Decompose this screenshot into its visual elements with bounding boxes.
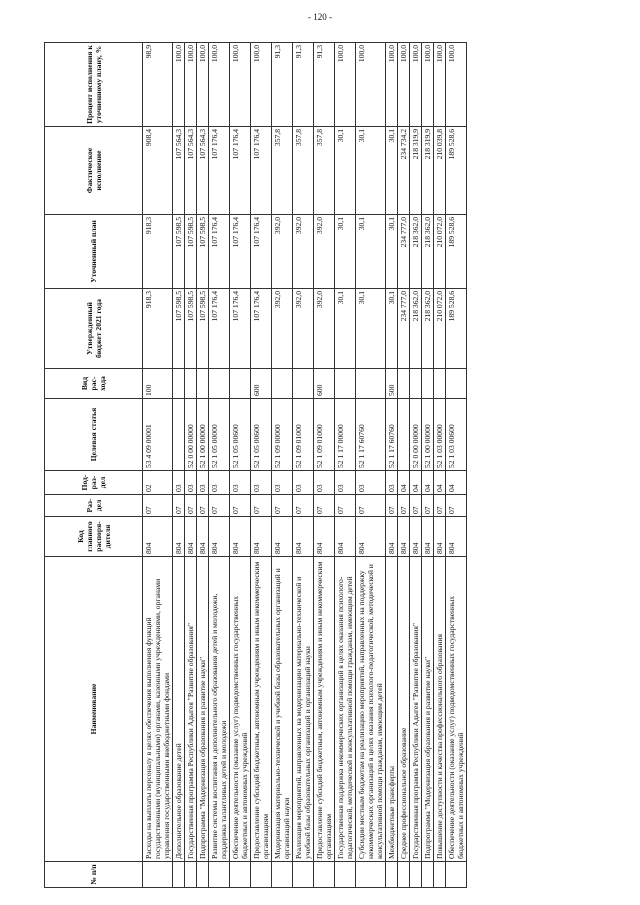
cell-section: 07: [335, 495, 356, 517]
table-row: [251, 43, 272, 888]
cell-no: [293, 862, 314, 888]
cell-percent: 100,0: [209, 43, 230, 127]
table-row: [335, 43, 356, 888]
cell-code: 804: [398, 517, 410, 557]
cell-name: Дополнительное образование детей: [173, 557, 185, 862]
cell-plan: 30,1: [386, 215, 398, 289]
cell-expense-type: [356, 369, 386, 399]
cell-expense-type: [335, 369, 356, 399]
col-header-code: Код главного распоря-дителя: [45, 517, 143, 557]
cell-expense-type: 100: [143, 369, 173, 399]
cell-no: [173, 862, 185, 888]
cell-budget: 107 598,5: [197, 289, 209, 369]
table-row: [314, 43, 335, 888]
cell-fact: 107 176,4: [209, 127, 230, 215]
cell-target: 52 1 17 60760: [356, 399, 386, 471]
cell-expense-type: 600: [251, 369, 272, 399]
cell-fact: 357,8: [293, 127, 314, 215]
col-header-fact: Фактическое исполнение: [45, 127, 143, 215]
cell-expense-type: [197, 369, 209, 399]
cell-target: 52 1 09 01000: [293, 399, 314, 471]
cell-percent: 100,0: [446, 43, 467, 127]
cell-percent: 91,3: [314, 43, 335, 127]
cell-code: 804: [356, 517, 386, 557]
cell-target: 53 4 09 00001: [143, 399, 173, 471]
cell-percent: 100,0: [356, 43, 386, 127]
cell-percent: 100,0: [386, 43, 398, 127]
cell-name: Расходы на выплаты персоналу в целях обеспечения выполнения функций государственными (муниципальными) органами, казенными учреждениями, органами управления государственными внебюджетными фондами: [143, 557, 173, 862]
cell-plan: 210 072,0: [434, 215, 446, 289]
cell-section: 07: [197, 495, 209, 517]
cell-subsection: 03: [197, 471, 209, 495]
cell-name: Предоставление субсидий бюджетным, автономным учреждениям и иным некоммерческим организациям: [314, 557, 335, 862]
cell-percent: 100,0: [173, 43, 185, 127]
cell-target: [173, 399, 185, 471]
cell-target: [398, 399, 410, 471]
cell-plan: 107 176,4: [209, 215, 230, 289]
cell-budget: 392,0: [293, 289, 314, 369]
cell-code: 804: [410, 517, 422, 557]
cell-target: 52 1 09 00000: [272, 399, 293, 471]
cell-fact: 357,8: [272, 127, 293, 215]
cell-target: 52 1 17 60760: [386, 399, 398, 471]
table-row: [173, 43, 185, 888]
cell-expense-type: 600: [314, 369, 335, 399]
cell-section: 07: [251, 495, 272, 517]
cell-code: 804: [422, 517, 434, 557]
cell-section: 07: [422, 495, 434, 517]
cell-expense-type: [434, 369, 446, 399]
cell-plan: 392,0: [293, 215, 314, 289]
cell-target: 52 1 03 00600: [446, 399, 467, 471]
table-row: [422, 43, 434, 888]
col-header-plan: Уточненный план: [45, 215, 143, 289]
cell-fact: 218 319,9: [410, 127, 422, 215]
cell-percent: 98,9: [143, 43, 173, 127]
cell-plan: 107 598,5: [185, 215, 197, 289]
cell-code: 804: [185, 517, 197, 557]
cell-budget: 218 362,0: [422, 289, 434, 369]
cell-name: Развитие системы воспитания и дополнительного образования детей и молодежи, поддержка талантливых детей и молодежи: [209, 557, 230, 862]
cell-section: 07: [185, 495, 197, 517]
cell-name: Обеспечение деятельности (оказание услуг) подведомственных государственных бюджетных и автономных учреждений: [230, 557, 251, 862]
col-header-no: № п/п: [45, 862, 143, 888]
cell-percent: 100,0: [185, 43, 197, 127]
table-row: [197, 43, 209, 888]
cell-subsection: 03: [356, 471, 386, 495]
cell-plan: 392,0: [272, 215, 293, 289]
table-row: [293, 43, 314, 888]
table-row: [185, 43, 197, 888]
cell-no: [410, 862, 422, 888]
cell-code: 804: [251, 517, 272, 557]
page-number: - 120 -: [308, 12, 332, 22]
table-row: [386, 43, 398, 888]
cell-budget: 218 362,0: [410, 289, 422, 369]
cell-subsection: 03: [173, 471, 185, 495]
cell-fact: 107 176,4: [251, 127, 272, 215]
cell-budget: 107 176,4: [209, 289, 230, 369]
cell-no: [314, 862, 335, 888]
cell-budget: 392,0: [272, 289, 293, 369]
cell-expense-type: [293, 369, 314, 399]
cell-subsection: 04: [446, 471, 467, 495]
cell-fact: 30,1: [386, 127, 398, 215]
cell-subsection: 03: [209, 471, 230, 495]
cell-section: 07: [209, 495, 230, 517]
cell-budget: 30,1: [386, 289, 398, 369]
cell-no: [335, 862, 356, 888]
cell-code: 804: [434, 517, 446, 557]
cell-budget: 107 598,5: [173, 289, 185, 369]
cell-no: [230, 862, 251, 888]
cell-section: 07: [314, 495, 335, 517]
cell-expense-type: [398, 369, 410, 399]
cell-budget: 210 072,0: [434, 289, 446, 369]
cell-percent: 100,0: [335, 43, 356, 127]
cell-fact: 30,1: [356, 127, 386, 215]
cell-plan: 30,1: [335, 215, 356, 289]
cell-code: 804: [446, 517, 467, 557]
cell-no: [422, 862, 434, 888]
cell-section: 07: [434, 495, 446, 517]
table-row: [434, 43, 446, 888]
cell-fact: 107 564,3: [173, 127, 185, 215]
cell-name: Межбюджетные трансферты: [386, 557, 398, 862]
cell-section: 07: [446, 495, 467, 517]
cell-expense-type: [185, 369, 197, 399]
cell-subsection: 03: [185, 471, 197, 495]
cell-subsection: 03: [251, 471, 272, 495]
cell-subsection: 03: [386, 471, 398, 495]
cell-expense-type: [422, 369, 434, 399]
cell-plan: 218 362,0: [422, 215, 434, 289]
cell-target: 52 1 00 00000: [422, 399, 434, 471]
cell-code: 804: [230, 517, 251, 557]
cell-plan: 392,0: [314, 215, 335, 289]
cell-no: [398, 862, 410, 888]
table-header-row: [45, 43, 143, 888]
cell-target: 52 1 09 01000: [314, 399, 335, 471]
cell-plan: 234 777,0: [398, 215, 410, 289]
cell-expense-type: [446, 369, 467, 399]
cell-fact: 189 528,6: [446, 127, 467, 215]
table-row: [410, 43, 422, 888]
cell-code: 804: [293, 517, 314, 557]
cell-subsection: 03: [272, 471, 293, 495]
cell-fact: 234 734,2: [398, 127, 410, 215]
table-row: [398, 43, 410, 888]
col-header-section: Раз-дел: [45, 495, 143, 517]
cell-section: 07: [230, 495, 251, 517]
cell-section: 07: [410, 495, 422, 517]
cell-percent: 100,0: [422, 43, 434, 127]
col-header-target: Целевая статья: [45, 399, 143, 471]
cell-budget: 392,0: [314, 289, 335, 369]
cell-percent: 91,3: [272, 43, 293, 127]
cell-section: 07: [143, 495, 173, 517]
table-row: [143, 43, 173, 888]
table-row: [356, 43, 386, 888]
cell-no: [356, 862, 386, 888]
cell-section: 07: [293, 495, 314, 517]
cell-fact: 218 319,9: [422, 127, 434, 215]
cell-name: Реализация мероприятий, направленных на модернизацию материально-технической и учебной базы образовательных организаций и организаций науки: [293, 557, 314, 862]
cell-name: Государственная поддержка некоммерческих организаций в целях оказания психолого-педагогической, методической и консультативной помощи гражданам, имеющим детей: [335, 557, 356, 862]
cell-expense-type: [173, 369, 185, 399]
cell-subsection: 04: [410, 471, 422, 495]
cell-subsection: 03: [230, 471, 251, 495]
cell-fact: 107 564,3: [197, 127, 209, 215]
cell-plan: 218 362,0: [410, 215, 422, 289]
cell-section: 07: [272, 495, 293, 517]
cell-target: 52 1 05 00600: [251, 399, 272, 471]
cell-plan: 189 528,6: [446, 215, 467, 289]
cell-fact: 30,1: [335, 127, 356, 215]
cell-expense-type: 500: [386, 369, 398, 399]
col-header-subsection: Под-раз-дел: [45, 471, 143, 495]
cell-subsection: 02: [143, 471, 173, 495]
cell-budget: 107 176,4: [251, 289, 272, 369]
cell-no: [185, 862, 197, 888]
cell-name: Государственная программа Республики Адыгея "Развитие образования": [410, 557, 422, 862]
table-row: [446, 43, 467, 888]
cell-plan: 107 598,5: [197, 215, 209, 289]
cell-name: Подпрограмма "Модернизация образования и развитие науки": [197, 557, 209, 862]
cell-plan: 918,3: [143, 215, 173, 289]
cell-fact: 107 564,3: [185, 127, 197, 215]
cell-no: [209, 862, 230, 888]
cell-name: Предоставление субсидий бюджетным, автономным учреждениям и иным некоммерческим организациям: [251, 557, 272, 862]
cell-no: [434, 862, 446, 888]
cell-target: 52 1 03 00000: [434, 399, 446, 471]
cell-name: Модернизация материально-технической и учебной базы образовательных организаций и организаций науки: [272, 557, 293, 862]
cell-no: [197, 862, 209, 888]
cell-target: 52 1 05 00600: [230, 399, 251, 471]
cell-section: 07: [386, 495, 398, 517]
table-row: [209, 43, 230, 888]
cell-fact: 210 039,8: [434, 127, 446, 215]
cell-percent: 100,0: [410, 43, 422, 127]
col-header-budget: Утвержденный бюджет 2021 года: [45, 289, 143, 369]
cell-code: 804: [386, 517, 398, 557]
cell-subsection: 04: [422, 471, 434, 495]
cell-target: 52 1 00 00000: [197, 399, 209, 471]
cell-expense-type: [230, 369, 251, 399]
cell-percent: 100,0: [230, 43, 251, 127]
cell-name: Среднее профессиональное образование: [398, 557, 410, 862]
cell-name: Государственная программа Республики Адыгея "Развитие образования": [185, 557, 197, 862]
cell-fact: 357,8: [314, 127, 335, 215]
cell-code: 804: [143, 517, 173, 557]
cell-budget: 107 176,4: [230, 289, 251, 369]
cell-fact: 908,4: [143, 127, 173, 215]
cell-subsection: 04: [434, 471, 446, 495]
col-header-percent: Процент исполнения к уточненному плану, %: [45, 43, 143, 127]
cell-percent: 91,3: [293, 43, 314, 127]
cell-section: 07: [173, 495, 185, 517]
cell-target: 52 0 00 00000: [410, 399, 422, 471]
cell-code: 804: [197, 517, 209, 557]
cell-percent: 100,0: [197, 43, 209, 127]
cell-code: 804: [209, 517, 230, 557]
cell-budget: 918,3: [143, 289, 173, 369]
cell-no: [386, 862, 398, 888]
table-row: [272, 43, 293, 888]
cell-fact: 107 176,4: [230, 127, 251, 215]
cell-section: 07: [398, 495, 410, 517]
cell-expense-type: [410, 369, 422, 399]
cell-expense-type: [209, 369, 230, 399]
cell-expense-type: [272, 369, 293, 399]
cell-code: 804: [314, 517, 335, 557]
cell-target: 52 1 05 00000: [209, 399, 230, 471]
col-header-expense-type: Вид рас-хода: [45, 369, 143, 399]
rotated-table-container: [44, 43, 604, 888]
cell-budget: 30,1: [335, 289, 356, 369]
cell-budget: 189 528,6: [446, 289, 467, 369]
cell-code: 804: [173, 517, 185, 557]
cell-plan: 107 176,4: [251, 215, 272, 289]
cell-percent: 100,0: [398, 43, 410, 127]
cell-name: Обеспечение деятельности (оказание услуг) подведомственных государственных бюджетных и автономных учреждений: [446, 557, 467, 862]
cell-budget: 234 777,0: [398, 289, 410, 369]
cell-target: 52 1 17 00000: [335, 399, 356, 471]
cell-percent: 100,0: [434, 43, 446, 127]
cell-subsection: 03: [335, 471, 356, 495]
cell-subsection: 03: [293, 471, 314, 495]
cell-budget: 30,1: [356, 289, 386, 369]
cell-code: 804: [272, 517, 293, 557]
cell-name: Подпрограмма "Модернизация образования и развитие науки": [422, 557, 434, 862]
cell-section: 07: [356, 495, 386, 517]
cell-budget: 107 598,5: [185, 289, 197, 369]
cell-subsection: 03: [314, 471, 335, 495]
cell-no: [446, 862, 467, 888]
cell-plan: 107 176,4: [230, 215, 251, 289]
table-row: [230, 43, 251, 888]
cell-no: [143, 862, 173, 888]
cell-subsection: 04: [398, 471, 410, 495]
cell-name: Повышение доступности и качества профессионального образования: [434, 557, 446, 862]
col-header-name: Наименование: [45, 557, 143, 862]
budget-table: [44, 42, 467, 888]
cell-percent: 100,0: [251, 43, 272, 127]
cell-plan: 107 598,5: [173, 215, 185, 289]
cell-code: 804: [335, 517, 356, 557]
cell-target: 52 0 00 00000: [185, 399, 197, 471]
cell-name: Субсидии местным бюджетам на реализацию мероприятий, направленных на поддержку некоммерческих организаций в целях оказания психолого-педагогической, методической и консультативной помощи гражданам, имеющим детей: [356, 557, 386, 862]
cell-plan: 30,1: [356, 215, 386, 289]
cell-no: [272, 862, 293, 888]
cell-no: [251, 862, 272, 888]
